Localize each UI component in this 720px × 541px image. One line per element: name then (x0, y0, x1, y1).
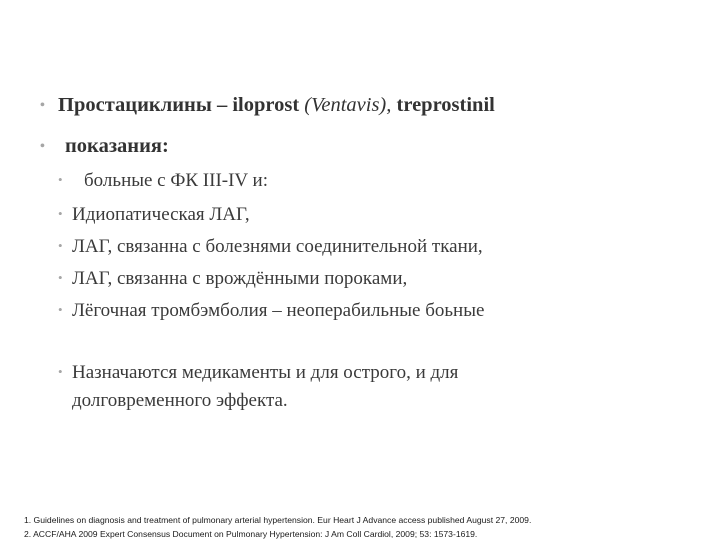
sub-bullet-4 (58, 268, 407, 290)
note-continuation (72, 390, 288, 412)
bullet-dot-icon: • (58, 172, 63, 187)
bullet-prostacyclins (40, 94, 495, 118)
bullet-indications (40, 135, 169, 159)
bullet-dot-icon: • (58, 364, 63, 379)
sub-bullet-text: ЛАГ, связанна с врождёнными пороками, (72, 268, 408, 289)
sub-bullet-text: Идиопатическая ЛАГ, (72, 204, 250, 225)
note-text-line2: долговременного эффекта. (72, 390, 288, 411)
bullet-dot-icon: • (58, 206, 63, 221)
sub-bullet-text: Лёгочная тромбэмболия – неоперабильные боьные (72, 300, 485, 321)
bullet-dot-icon: • (58, 238, 63, 253)
bullet-dot-icon: • (40, 139, 45, 154)
treprostinil-text: treprostinil (396, 94, 495, 116)
sub-bullet-3 (58, 236, 483, 258)
sub-bullet-2 (58, 204, 250, 226)
sub-bullet-5 (58, 300, 484, 322)
bullet-dot-icon: • (58, 302, 63, 317)
footnote-2: 2. ACCF/AHA 2009 Expert Consensus Document on Pulmonary Hypertension: J Am Coll Cardiol, 2009; 53: 1573-1619. (24, 529, 478, 539)
note-text-line1: Назначаются медикаменты и для острого, и для (72, 362, 459, 383)
sub-bullet-text: ЛАГ, связанна с болезнями соединительной ткани, (72, 236, 483, 257)
ventavis-text: (Ventavis), (304, 94, 392, 116)
prostacyclins-text: Простациклины – iloprost (58, 94, 300, 116)
footnotes (24, 513, 531, 541)
note-bullet (58, 362, 458, 384)
indications-text: показания: (65, 135, 169, 157)
sub-bullet-1 (58, 170, 268, 192)
sub-bullet-text: больные с ФК III-IV и: (84, 170, 269, 191)
footnote-1: 1. Guidelines on diagnosis and treatment of pulmonary arterial hypertension. Eur Heart J Advance access published August 27, 2009. (24, 515, 532, 525)
bullet-dot-icon: • (40, 98, 45, 113)
bullet-dot-icon: • (58, 270, 63, 285)
